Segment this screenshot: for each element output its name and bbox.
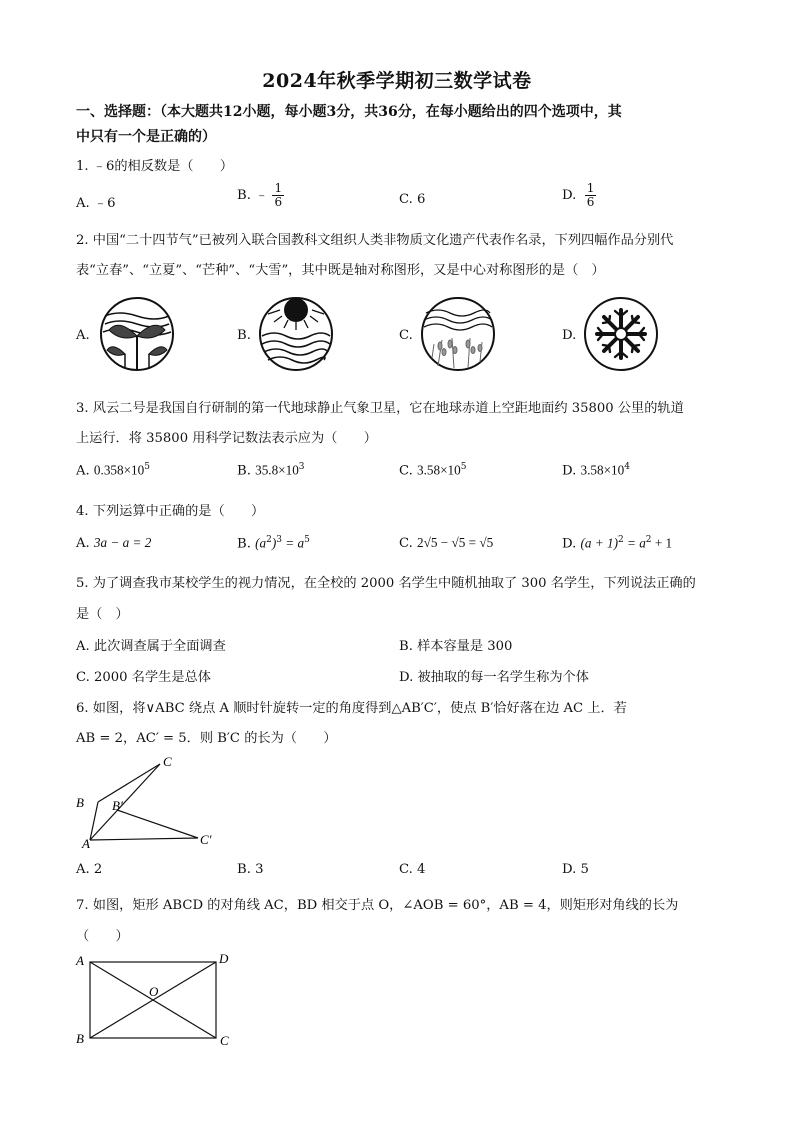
q1-option-b: B. ﹣ $\frac{1}{6}$ bbox=[237, 181, 283, 210]
q5-option-b: B. 样本容量是 300 bbox=[399, 639, 513, 654]
q1-fraction-d: $\frac{1}{6}$ bbox=[586, 181, 595, 210]
q3-stem: 3. 风云二号是我国自行研制的第一代地球静止气象卫星，它在地球赤道上空距地面约 35800 公里的轨道 bbox=[76, 401, 684, 416]
q1-fraction-b: $\frac{1}{6}$ bbox=[274, 181, 283, 210]
q6-option-b: B. 3 bbox=[237, 862, 264, 877]
q2-option-a: A. bbox=[76, 328, 90, 343]
q7-stem: 7. 如图，矩形 ABCD 的对角线 AC，BD 相交于点 O，∠AOB = 60°，AB = 4，则矩形对角线的长为 bbox=[76, 898, 679, 913]
q4-option-d: D. $(a + 1)^2 = a^2 + 1$ bbox=[562, 535, 673, 552]
q6-rotation-figure bbox=[72, 752, 222, 852]
q7-label-a: A bbox=[76, 953, 84, 968]
q3-option-b: B. $35.8\times 10^3$ bbox=[237, 462, 305, 479]
q2-stem-cont: 表“立春”、“立夏”、“芒种”、“大雪”，其中既是轴对称图形，又是中心对称图形的是（ ） bbox=[76, 263, 605, 278]
q1-stem: 1. ﹣6的相反数是（ ） bbox=[76, 159, 234, 174]
q6-label-b-prime: B′ bbox=[112, 798, 123, 813]
q1-option-a: A. ﹣6 bbox=[76, 196, 116, 211]
q6-stem-cont: AB = 2，AC′ = 5．则 B′C 的长为（ ） bbox=[76, 731, 337, 746]
grain-wheat-icon bbox=[420, 296, 496, 372]
q3-option-d: D. $3.58\times 10^4$ bbox=[562, 462, 630, 479]
section-heading: 一、选择题：（本大题共12小题，每小题3分，共36分，在每小题给出的四个选项中，其 bbox=[76, 104, 622, 120]
q6-label-c-prime: C′ bbox=[200, 832, 212, 847]
q5-stem: 5. 为了调查我市某校学生的视力情况，在全校的 2000 名学生中随机抽取了 300 名学生，下列说法正确的 bbox=[76, 576, 696, 591]
q6-option-d: D. 5 bbox=[562, 862, 589, 877]
q1-option-c: C. 6 bbox=[399, 192, 426, 207]
q7-label-o: O bbox=[149, 984, 159, 999]
q4-option-a: A. 3a − a = 2 bbox=[76, 535, 152, 551]
q2-option-c: C. bbox=[399, 328, 413, 343]
q2-option-d: D. bbox=[562, 328, 577, 343]
q3-stem-cont: 上运行．将 35800 用科学记数法表示应为（ ） bbox=[76, 431, 377, 446]
q7-stem-cont: （ ） bbox=[76, 929, 129, 944]
spring-sprout-icon bbox=[99, 296, 175, 372]
q6-label-a: A bbox=[82, 836, 90, 851]
q7-rectangle-figure bbox=[72, 950, 242, 1050]
q4-option-b: B. $(a^2)^3 = a^5$ bbox=[237, 535, 310, 552]
page-title: 2024年秋季学期初三数学试卷 bbox=[262, 70, 532, 92]
q7-label-d: D bbox=[219, 951, 229, 966]
q5-stem-cont: 是（ ） bbox=[76, 607, 129, 622]
q6-label-b: B bbox=[76, 795, 84, 810]
q7-label-c: C bbox=[220, 1033, 229, 1048]
q6-stem: 6. 如图，将∨ABC 绕点 A 顺时针旋转一定的角度得到△AB′C′，使点 B′恰好落在边 AC 上．若 bbox=[76, 701, 627, 716]
q3-option-c: C. $3.58\times 10^5$ bbox=[399, 462, 467, 479]
q6-option-a: A. 2 bbox=[76, 862, 103, 877]
q2-option-b: B. bbox=[237, 328, 251, 343]
q4-option-c: C. 2√5 − √5 = √5 bbox=[399, 535, 494, 551]
q6-label-c: C bbox=[163, 754, 172, 769]
q1-option-d: D. $\frac{1}{6}$ bbox=[562, 181, 595, 210]
snowflake-icon bbox=[583, 296, 659, 372]
summer-sun-icon bbox=[258, 296, 334, 372]
q2-stem: 2. 中国“二十四节气”已被列入联合国教科文组织人类非物质文化遗产代表作名录，下列四幅作品分别代 bbox=[76, 233, 674, 248]
q3-option-a: A. $0.358\times 10^5$ bbox=[76, 462, 150, 479]
q4-stem: 4. 下列运算中正确的是（ ） bbox=[76, 504, 265, 519]
q5-option-c: C. 2000 名学生是总体 bbox=[76, 670, 211, 685]
q5-option-a: A. 此次调查属于全面调查 bbox=[76, 639, 226, 654]
q5-option-d: D. 被抽取的每一名学生称为个体 bbox=[399, 670, 589, 685]
q6-option-c: C. 4 bbox=[399, 862, 426, 877]
q7-label-b: B bbox=[76, 1031, 84, 1046]
section-heading-cont: 中只有一个是正确的） bbox=[76, 129, 216, 145]
